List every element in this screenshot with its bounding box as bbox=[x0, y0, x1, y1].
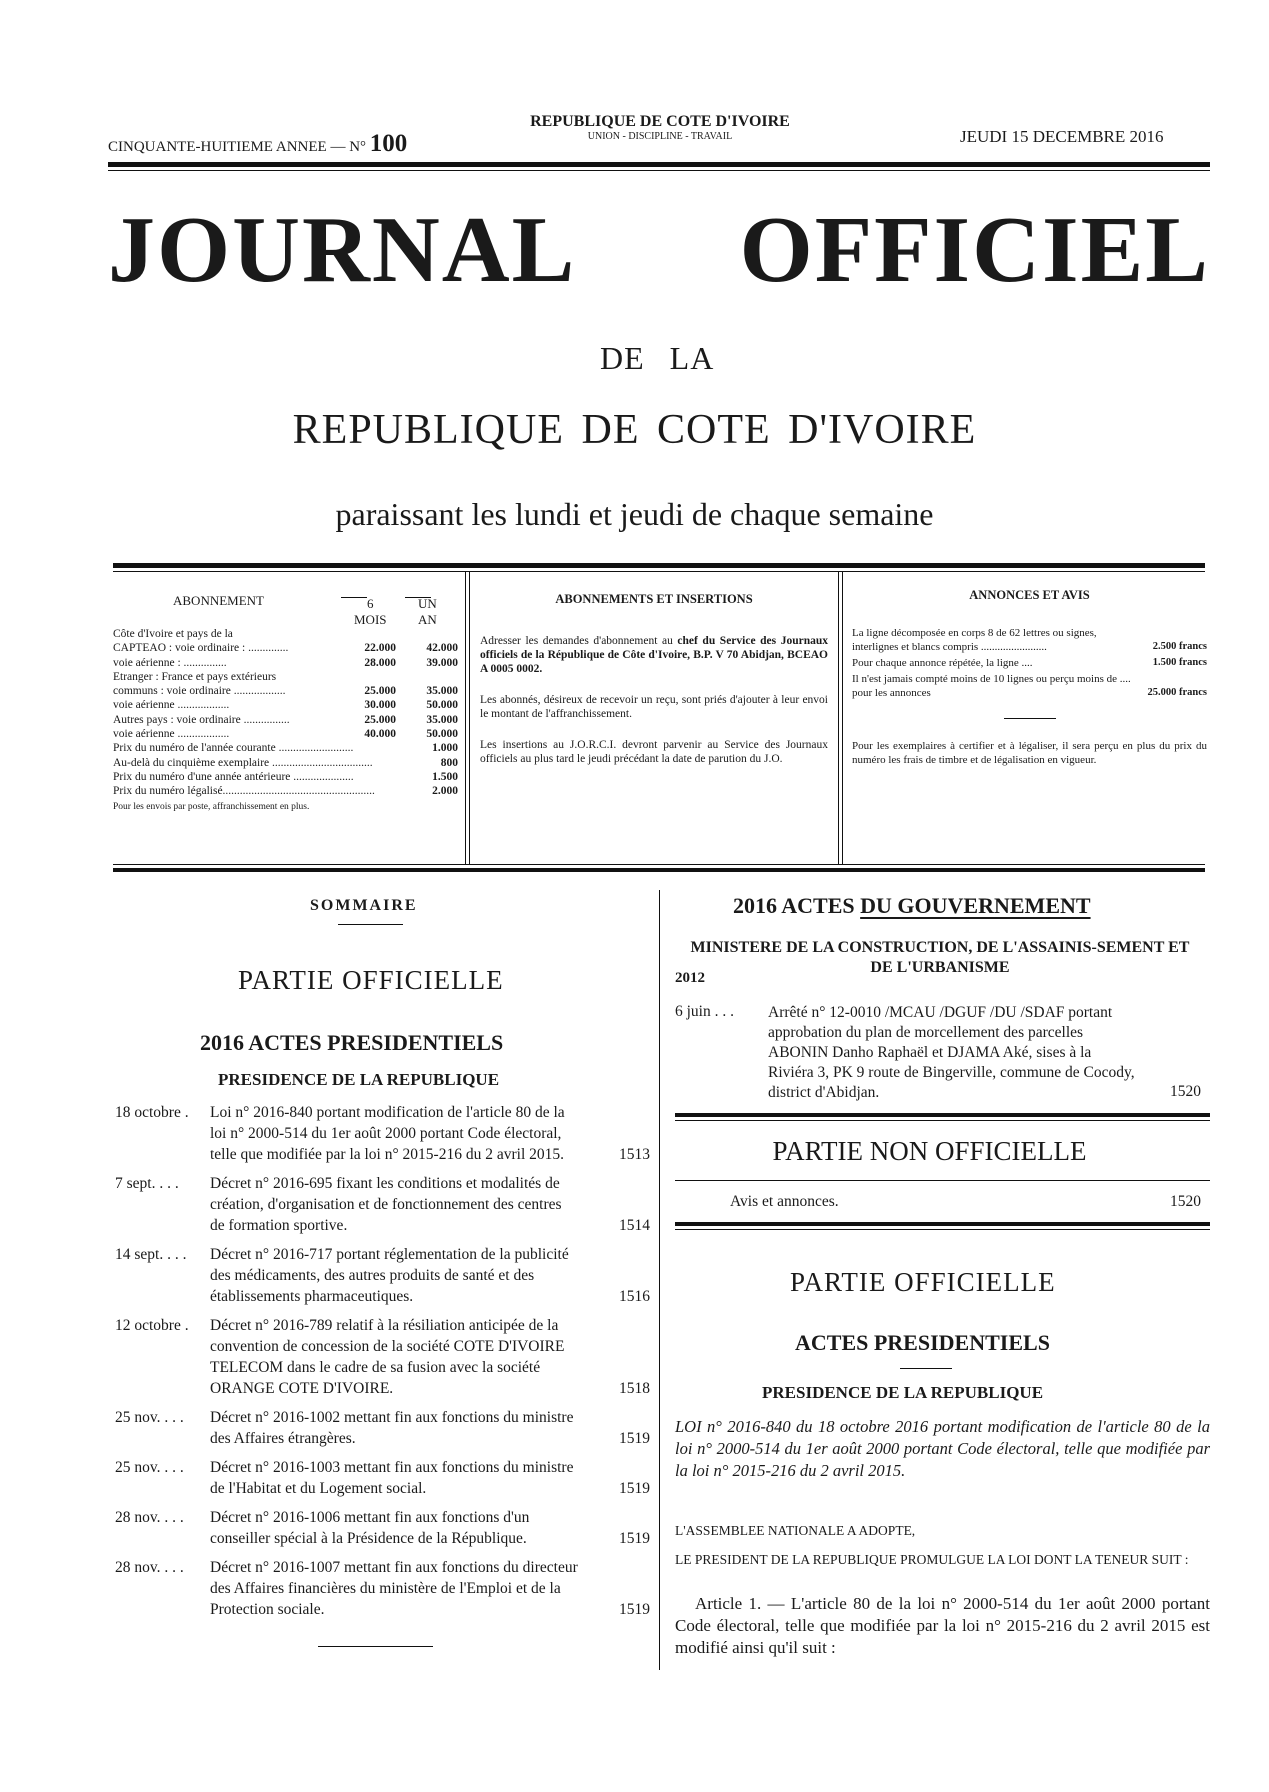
masthead-tagline: paraissant les lundi et jeudi de chaque semaine bbox=[335, 496, 934, 532]
rates-list bbox=[113, 642, 458, 799]
sommaire-partie-officielle: PARTIE OFFICIELLE bbox=[238, 965, 504, 995]
annonce-text: Pour chaque annonce répétée, la ligne .... bbox=[852, 657, 1033, 669]
rate-row bbox=[113, 742, 458, 756]
entry-text: Décret n° 2016-1007 mettant fin aux fonctions du directeur des Affaires financières du ministère de l'Emploi et de la Protection sociale. bbox=[210, 1559, 578, 1618]
rate-un-an: 50.000 bbox=[426, 728, 458, 741]
entry-date: 14 sept. . . . bbox=[115, 1246, 187, 1263]
header-rule-thick bbox=[108, 162, 1210, 167]
rate-label: Prix du numéro d'une année antérieure ..................... bbox=[113, 770, 354, 783]
body-actes-underline bbox=[900, 1368, 952, 1369]
annonce-text: Il n'est jamais compté moins de 10 lignes ou perçu moins de .... pour les annonces bbox=[852, 673, 1131, 699]
entry-text: Décret n° 2016-1003 mettant fin aux fonctions du ministre de l'Habitat et du Logement social. bbox=[210, 1459, 574, 1497]
rate-label: Etranger : France et pays extérieurs bbox=[113, 670, 277, 683]
sommaire-title: SOMMAIRE bbox=[310, 897, 418, 914]
header-republic bbox=[470, 113, 850, 142]
box-rule-bottom-thick bbox=[113, 868, 1205, 872]
entry-page: 1516 bbox=[619, 1288, 650, 1305]
insertions-address: Adresser les demandes d'abonnement au chef du Service des Journaux officiels de la République de Côte d'Ivoire, B.P. V 70 Abidjan, BCEAO A 0005 0002. bbox=[480, 635, 828, 675]
rate-un-an: 42.000 bbox=[426, 642, 458, 655]
rate-un-an: 50.000 bbox=[426, 699, 458, 712]
rate-row bbox=[113, 714, 458, 728]
entry-date: 25 nov. . . . bbox=[115, 1459, 184, 1476]
insertions-title-text: ABONNEMENTS ET INSERTIONS bbox=[555, 592, 753, 606]
rate-6-mois: 28.000 bbox=[364, 656, 396, 669]
entry-text: Décret n° 2016-1002 mettant fin aux fonctions du ministre des Affaires étrangères. bbox=[210, 1409, 574, 1447]
rate-6-mois: 22.000 bbox=[364, 642, 396, 655]
sommaire-entry bbox=[115, 1557, 650, 1620]
rate-un-an: 35.000 bbox=[426, 685, 458, 698]
gouvernement-title-main: DU GOUVERNEMENT bbox=[860, 893, 1091, 918]
annonce-text: La ligne décomposée en corps 8 de 62 lettres ou signes, interlignes et blancs compris ........................ bbox=[852, 627, 1097, 653]
rule-body-top-thin bbox=[675, 1229, 1210, 1230]
rate-row bbox=[113, 657, 458, 671]
annonce-price: 1.500 francs bbox=[1152, 657, 1207, 668]
rule-body-top-thick bbox=[675, 1222, 1210, 1226]
subscription-rates bbox=[113, 590, 458, 812]
entry-text: Décret n° 2016-695 fixant les conditions et modalités de création, d'organisation et de fonctionnement des centres de formation sportive. bbox=[210, 1175, 562, 1234]
box-rule-top-thick bbox=[113, 563, 1205, 568]
entry-date: 28 nov. . . . bbox=[115, 1509, 184, 1526]
annonces-note: Pour les exemplaires à certifier et à légaliser, il sera perçu en plus du prix du numéro les frais de timbre et de légalisation en vigueur. bbox=[852, 740, 1207, 766]
arrete-page: 1520 bbox=[1170, 1083, 1201, 1100]
rate-un-an: 1.000 bbox=[432, 742, 458, 755]
rate-label: Prix du numéro de l'année courante .......................... bbox=[113, 742, 354, 755]
issue-number: 100 bbox=[369, 130, 408, 157]
rate-un-an: 39.000 bbox=[426, 656, 458, 669]
edition-label: CINQUANTE-HUITIEME ANNEE — N° bbox=[108, 139, 367, 155]
rate-un-an: 2.000 bbox=[432, 785, 458, 798]
annonces-separator bbox=[1004, 718, 1056, 719]
sommaire-entry bbox=[115, 1173, 650, 1236]
annonce-price: 25.000 francs bbox=[1147, 687, 1207, 698]
entry-text: Décret n° 2016-789 relatif à la résiliation anticipée de la convention de concession de la société COTE D'IVOIRE TELECOM dans le cadre de sa fusion avec la société ORANGE COTE D'IVOIRE. bbox=[210, 1317, 565, 1397]
sommaire-entry bbox=[115, 1507, 650, 1549]
entry-date: 7 sept. . . . bbox=[115, 1175, 179, 1192]
header-motto: UNION - DISCIPLINE - TRAVAIL bbox=[587, 131, 733, 142]
loi-title: LOI n° 2016-840 du 18 octobre 2016 portant modification de l'article 80 de la loi n° 2000-514 du 1er août 2000 portant Code électoral, telle que modifiée par la loi n° 2015-216 du 2 avril 2015. bbox=[675, 1417, 1210, 1480]
rate-row bbox=[113, 685, 458, 699]
rate-row bbox=[113, 785, 458, 799]
entry-date: 12 octobre . bbox=[115, 1317, 189, 1334]
rate-label: Autres pays : voie ordinaire ................ bbox=[113, 713, 290, 726]
article-1: Article 1. — L'article 80 de la loi n° 2000-514 du 1er août 2000 portant Code électoral, telle que modifiée par la loi n° 2015-216 du 2 avril 2015 est modifié ainsi qu'il suit : bbox=[675, 1594, 1210, 1657]
rate-label: voie aérienne : ............... bbox=[113, 656, 227, 669]
body-actes-presidentiels: ACTES PRESIDENTIELS bbox=[795, 1330, 1050, 1355]
sommaire-entries bbox=[115, 1102, 650, 1628]
rate-label: Au-delà du cinquième exemplaire ................................... bbox=[113, 756, 373, 769]
entry-page: 1519 bbox=[619, 1601, 650, 1618]
gouvernement-title-prefix: 2016 ACTES bbox=[733, 893, 861, 918]
rate-label: CAPTEAO : voie ordinaire : .............. bbox=[113, 642, 289, 655]
ministere-title: MINISTERE DE LA CONSTRUCTION, DE L'ASSAINIS-SEMENT ET DE L'URBANISME bbox=[690, 939, 1190, 976]
annonce-row bbox=[852, 672, 1207, 700]
rate-un-an: 1.500 bbox=[432, 770, 458, 783]
box-rule-top-thin bbox=[113, 571, 1205, 572]
annonce-row bbox=[852, 656, 1207, 670]
rate-row bbox=[113, 757, 458, 771]
box-rule-bottom-thin bbox=[113, 864, 1205, 865]
annonces-title: ANNONCES ET AVIS bbox=[969, 588, 1090, 602]
rule-pno-top-thick bbox=[675, 1113, 1210, 1117]
masthead-title bbox=[108, 198, 1210, 302]
rate-row bbox=[113, 699, 458, 713]
rate-un-an: 800 bbox=[440, 756, 458, 769]
box-divider-1a bbox=[465, 572, 466, 864]
gouvernement-year: 2012 bbox=[675, 970, 705, 986]
rate-row bbox=[113, 771, 458, 785]
rates-header bbox=[113, 590, 458, 627]
rate-un-an: 35.000 bbox=[426, 713, 458, 726]
abonnement-label: ABONNEMENT bbox=[173, 593, 264, 608]
insertions-column bbox=[480, 592, 828, 783]
rate-6-mois: 40.000 bbox=[364, 728, 396, 741]
sommaire-underline bbox=[338, 924, 403, 925]
entry-text: Décret n° 2016-1006 mettant fin aux fonctions d'un conseiller spécial à la Présidence de la République. bbox=[210, 1509, 530, 1547]
sommaire-actes-presidentiels: 2016 ACTES PRESIDENTIELS bbox=[200, 1030, 504, 1055]
un-an-text: UN AN bbox=[418, 596, 437, 627]
rates-intro-text: Côte d'Ivoire et pays de la bbox=[113, 628, 233, 640]
president-promulgue: LE PRESIDENT DE LA REPUBLIQUE PROMULGUE LA LOI DONT LA TENEUR SUIT : bbox=[675, 1552, 1189, 1567]
rate-label: voie aérienne .................. bbox=[113, 699, 230, 712]
six-mois-text: 6 MOIS bbox=[354, 596, 387, 627]
entry-text: Loi n° 2016-840 portant modification de l'article 80 de la loi n° 2000-514 du 1er août 2000 portant Code électoral, telle que modifiée par la loi n° 2015-216 du 2 avril 2015. bbox=[210, 1104, 565, 1163]
box-divider-2b bbox=[842, 572, 843, 864]
masthead-word-journal: JOURNAL bbox=[108, 198, 577, 302]
entry-date: 18 octobre . bbox=[115, 1104, 189, 1121]
sommaire-entry bbox=[115, 1407, 650, 1449]
header-republic-name: REPUBLIQUE DE COTE D'IVOIRE bbox=[530, 113, 790, 130]
masthead-word-officiel: OFFICIEL bbox=[739, 198, 1210, 302]
annonces-column bbox=[852, 588, 1207, 767]
entry-date: 25 nov. . . . bbox=[115, 1409, 184, 1426]
rule-pno-top-thin bbox=[675, 1120, 1210, 1121]
rate-6-mois: 30.000 bbox=[364, 699, 396, 712]
rate-6-mois: 25.000 bbox=[364, 685, 396, 698]
entry-page: 1514 bbox=[619, 1217, 650, 1234]
entry-date: 28 nov. . . . bbox=[115, 1559, 184, 1576]
sommaire-presidence: PRESIDENCE DE LA REPUBLIQUE bbox=[218, 1070, 500, 1089]
rate-row bbox=[113, 728, 458, 742]
rate-label: voie aérienne .................. bbox=[113, 728, 230, 741]
entry-page: 1513 bbox=[619, 1146, 650, 1163]
assemblee-adopte: L'ASSEMBLEE NATIONALE A ADOPTE, bbox=[675, 1523, 916, 1538]
gouvernement-title bbox=[733, 893, 1091, 919]
rule-pno-under bbox=[675, 1180, 1210, 1181]
entry-text: Décret n° 2016-717 portant réglementation de la publicité des médicaments, des autres produits de santé et des établissements pharmaceutiques. bbox=[210, 1246, 569, 1305]
avis-annonces: Avis et annonces. bbox=[730, 1193, 839, 1210]
annonce-price: 2.500 francs bbox=[1152, 641, 1207, 652]
sommaire-entry bbox=[115, 1244, 650, 1307]
body-partie-officielle: PARTIE OFFICIELLE bbox=[790, 1267, 1056, 1297]
rate-row bbox=[113, 671, 458, 685]
sommaire-entry bbox=[115, 1457, 650, 1499]
box-divider-2a bbox=[838, 572, 839, 864]
entry-page: 1519 bbox=[619, 1530, 650, 1547]
sommaire-entry bbox=[115, 1315, 650, 1399]
issue-date: JEUDI 15 DECEMBRE 2016 bbox=[960, 127, 1164, 146]
insertions-receipt: Les abonnés, désireux de recevoir un reçu, sont priés d'ajouter à leur envoi le montant de l'affranchissement. bbox=[480, 694, 828, 720]
rate-row bbox=[113, 642, 458, 656]
box-divider-1b bbox=[469, 572, 470, 864]
entry-page: 1518 bbox=[619, 1380, 650, 1397]
rate-6-mois: 25.000 bbox=[364, 713, 396, 726]
masthead-de-la: DE LA bbox=[600, 340, 715, 376]
annonce-row bbox=[852, 626, 1207, 654]
un-an-label bbox=[405, 593, 437, 627]
annonce-rows bbox=[852, 626, 1207, 700]
arrete-date: 6 juin . . . bbox=[675, 1003, 734, 1020]
column-divider bbox=[659, 890, 660, 1670]
masthead-republic: REPUBLIQUE DE COTE D'IVOIRE bbox=[292, 407, 977, 453]
insertions-deadline: Les insertions au J.O.R.C.I. devront parvenir au Service des Journaux officiels au plus tard le jeudi précédant la date de parution du J.O. bbox=[480, 739, 828, 765]
rate-label: communs : voie ordinaire .................. bbox=[113, 685, 286, 698]
sommaire-end-rule bbox=[318, 1646, 433, 1647]
arrete-text: Arrêté n° 12-0010 /MCAU /DGUF /DU /SDAF portant approbation du plan de morcellement des parcelles ABONIN Danho Raphaël et DJAMA Aké, sises à la Riviéra 3, PK 9 route de Bingerville, commune de Cocody, district d'Abidjan. bbox=[768, 1004, 1135, 1101]
entry-page: 1519 bbox=[619, 1430, 650, 1447]
postal-note: Pour les envois par poste, affranchissement en plus. bbox=[113, 801, 310, 812]
avis-page: 1520 bbox=[1170, 1193, 1201, 1210]
body-presidence: PRESIDENCE DE LA REPUBLIQUE bbox=[762, 1383, 1044, 1402]
insertions-title bbox=[480, 592, 828, 606]
partie-non-officielle-title: PARTIE NON OFFICIELLE bbox=[772, 1136, 1087, 1166]
edition-line bbox=[108, 130, 407, 158]
entry-page: 1519 bbox=[619, 1480, 650, 1497]
six-mois-label bbox=[341, 593, 387, 627]
header-rule-thin bbox=[108, 170, 1210, 171]
rate-label: Prix du numéro légalisé..................................................... bbox=[113, 785, 375, 798]
rates-intro bbox=[113, 628, 458, 642]
